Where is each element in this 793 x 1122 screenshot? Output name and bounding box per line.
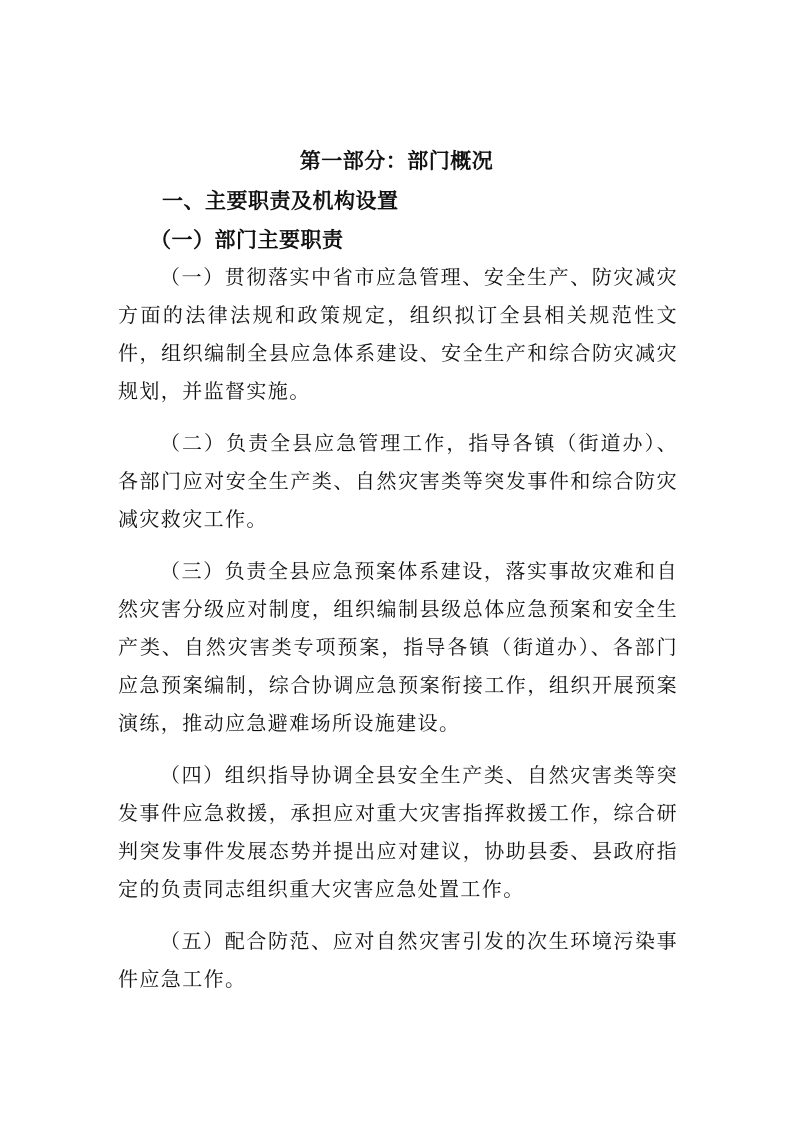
paragraph-5: （五）配合防范、应对自然灾害引发的次生环境污染事件应急工作。	[118, 929, 678, 991]
paragraph-4: （四）组织指导协调全县安全生产类、自然灾害类等突发事件应急救援，承担应对重大灾害指挥救援工作，综合研判突发事件发展态势并提出应对建议，协助县委、县政府指定的负责同志组织重大灾害应急处置工作。	[118, 763, 678, 901]
section-heading: 一、主要职责及机构设置	[162, 189, 399, 213]
paragraph-2: （二）负责全县应急管理工作，指导各镇（街道办）、各部门应对安全生产类、自然灾害类等突发事件和综合防灾减灾救灾工作。	[118, 431, 678, 531]
paragraph-3: （三）负责全县应急预案体系建设，落实事故灾难和自然灾害分级应对制度，组织编制县级总体应急预案和安全生产类、自然灾害类专项预案，指导各镇（街道办）、各部门应急预案编制，综合协调应急预案衔接工作，组织开展预案演练，推动应急避难场所设施建设。	[118, 559, 678, 735]
subsection-heading: （一）部门主要职责	[150, 228, 344, 252]
body-text	[118, 258, 678, 1012]
paragraph-1: （一）贯彻落实中省市应急管理、安全生产、防灾减灾方面的法律法规和政策规定，组织拟订全县相关规范性文件，组织编制全县应急体系建设、安全生产和综合防灾减灾规划，并监督实施。	[118, 265, 678, 403]
part-title: 第一部分：部门概况	[299, 149, 494, 173]
